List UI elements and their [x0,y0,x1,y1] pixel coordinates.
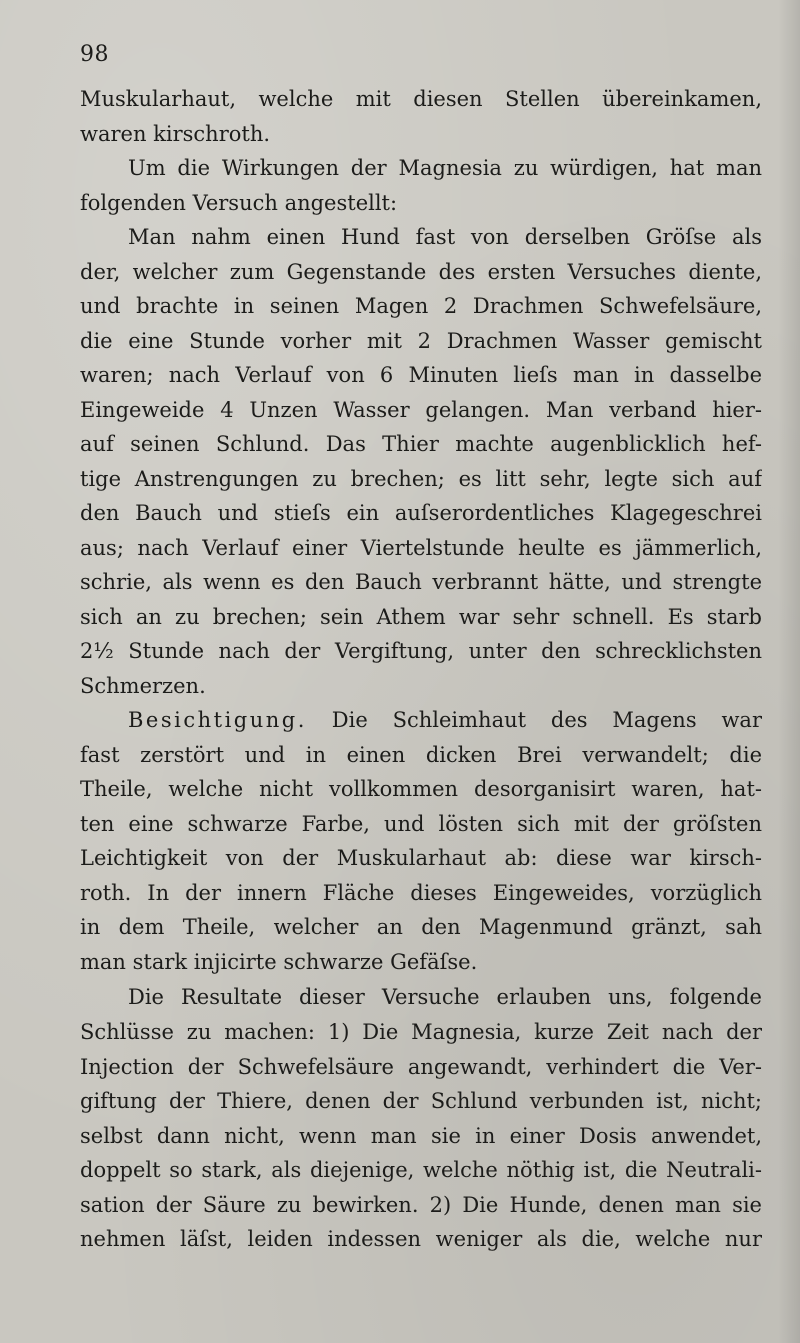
text-line: Injection der Schwefelsäure angewandt, verhindert die Ver- [80,1054,762,1079]
section-lead-word: Besichtigung. [128,708,307,732]
text-line: schrie, als wenn es den Bauch verbrannt hätte, und strengte [80,570,762,594]
text-line: waren; nach Verlauf von 6 Minuten lieſs man in dasselbe [80,363,762,387]
text-line: waren kirschroth. [80,121,271,146]
text-line: giftung der Thiere, denen der Schlund verbunden ist, nicht; [80,1089,762,1113]
text-line: man stark injicirte schwarze Gefäſse. [80,949,478,974]
text-line: aus; nach Verlauf einer Viertelstunde heulte es jämmerlich, [80,535,762,560]
paragraph-start-line: Die Resultate dieser Versuche erlauben uns, folgende [128,985,762,1009]
text-line: Leichtigkeit von der Muskularhaut ab: diese war kirsch- [80,846,762,870]
text-line: selbst dann nicht, wenn man sie in einer Dosis anwendet, [80,1123,762,1148]
text-line: roth. In der innern Fläche dieses Eingeweides, vorzüglich [80,880,762,905]
text-line: der, welcher zum Gegenstande des ersten Versuches diente, [80,259,762,284]
body-text [80,82,762,1257]
text-run: Die Schleimhaut des Magens war [306,708,762,732]
text-line: folgenden Versuch angestellt: [80,190,398,215]
text-line: den Bauch und stieſs ein auſserordentliches Klagegeschrei [80,501,762,525]
paragraph-start-line: Man nahm einen Hund fast von derselben Gröſse als [128,225,762,249]
text-line: Schlüsse zu machen: 1) Die Magnesia, kurze Zeit nach der [80,1020,762,1044]
text-line: ten eine schwarze Farbe, und lösten sich mit der gröſsten [80,811,762,836]
text-line: fast zerstört und in einen dicken Brei verwandelt; die [80,742,762,767]
text-line: nehmen läſst, leiden indessen weniger als die, welche nur [80,1227,762,1251]
text-line: doppelt so stark, als diejenige, welche nöthig ist, die Neutrali- [80,1158,762,1182]
paragraph-start-line: Um die Wirkungen der Magnesia zu würdigen, hat man [128,156,762,180]
text-line: Eingeweide 4 Unzen Wasser gelangen. Man verband hier- [80,397,762,422]
text-line: tige Anstrengungen zu brechen; es litt sehr, legte sich auf [80,466,762,491]
text-line: Theile, welche nicht vollkommen desorganisirt waren, hat- [80,777,762,801]
text-line: die eine Stunde vorher mit 2 Drachmen Wasser gemischt [80,328,762,353]
text-line: sation der Säure zu bewirken. 2) Die Hunde, denen man sie [80,1192,762,1217]
text-line: 2½ Stunde nach der Vergiftung, unter den schrecklichsten [80,639,762,663]
paragraph-start-line [80,703,762,738]
text-line: auf seinen Schlund. Das Thier machte augenblicklich hef- [80,432,762,456]
page-edge-shadow [778,0,800,1343]
page-number: 98 [80,42,109,67]
text-line: Muskularhaut, welche mit diesen Stellen übereinkamen, [80,87,762,111]
text-line: sich an zu brechen; sein Athem war sehr schnell. Es starb [80,604,762,629]
text-line: in dem Theile, welcher an den Magenmund gränzt, sah [80,915,762,939]
text-line: Schmerzen. [80,673,206,698]
text-line: und brachte in seinen Magen 2 Drachmen Schwefelsäure, [80,294,762,318]
